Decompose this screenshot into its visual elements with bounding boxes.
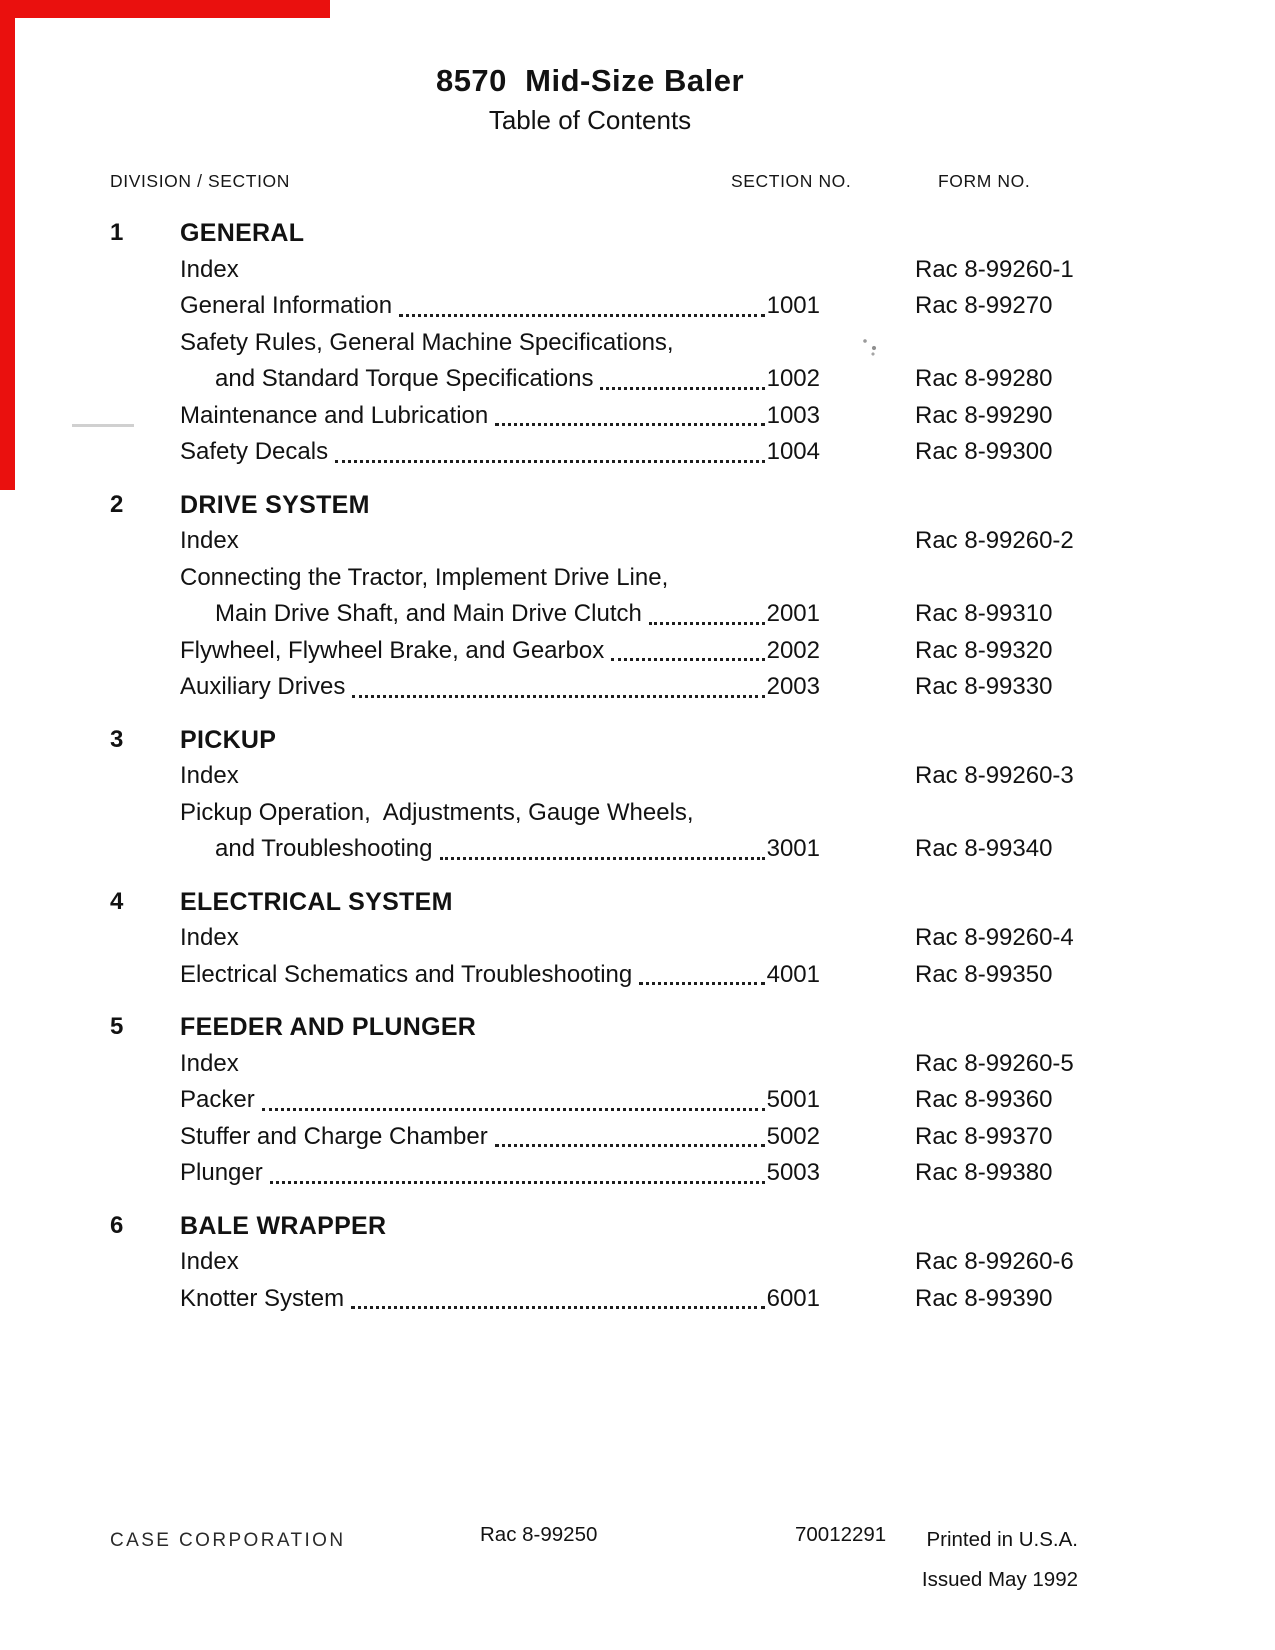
entry-indent-spacer xyxy=(110,1082,180,1119)
entry-form-number: Rac 8-99340 xyxy=(915,835,1053,862)
leader-dots xyxy=(600,387,764,390)
toc-entry-row xyxy=(110,1046,1100,1083)
entry-form-number: Rac 8-99260-6 xyxy=(915,1248,1074,1275)
entry-label: Packer xyxy=(180,1086,255,1113)
division-heading xyxy=(110,1009,1100,1046)
entry-indent-spacer xyxy=(110,1244,180,1281)
page-title: 8570 Mid-Size Baler xyxy=(435,63,745,98)
entry-main xyxy=(180,1119,820,1156)
toc-entry-row xyxy=(110,1281,1100,1318)
entry-label: Safety Decals xyxy=(180,438,329,465)
entry-main xyxy=(180,1155,820,1192)
toc-entry-row xyxy=(110,1155,1100,1192)
toc-entry-row xyxy=(110,288,1100,325)
entry-form-number: Rac 8-99360 xyxy=(915,1086,1053,1113)
entry-section-number: 5003 xyxy=(766,1159,820,1186)
entry-label: Connecting the Tractor, Implement Drive Line, xyxy=(180,563,669,591)
division-title: GENERAL xyxy=(180,219,305,247)
entry-label: Stuffer and Charge Chamber xyxy=(180,1122,488,1150)
leader-dots xyxy=(649,622,765,625)
division-block xyxy=(110,1009,1100,1192)
toc-entry-row xyxy=(110,361,1100,398)
entry-main xyxy=(180,288,820,325)
entry-section-number: 5002 xyxy=(766,1122,820,1150)
toc-entry-row xyxy=(110,560,1100,597)
division-block xyxy=(110,884,1100,994)
footer-printed-in: Printed in U.S.A. xyxy=(926,1528,1078,1551)
entry-indent-spacer xyxy=(110,957,180,994)
division-title: PICKUP xyxy=(180,725,277,754)
entry-main xyxy=(180,1082,820,1119)
leader-dots xyxy=(495,423,764,426)
entry-indent-spacer xyxy=(110,560,180,597)
toc-entry-row xyxy=(110,831,1100,868)
entry-indent-spacer xyxy=(110,920,180,957)
entry-label: Flywheel, Flywheel Brake, and Gearbox xyxy=(180,636,605,664)
entry-form-number: Rac 8-99330 xyxy=(915,673,1053,700)
entry-main xyxy=(180,596,820,633)
leader-dots xyxy=(335,460,765,463)
entry-label: Index xyxy=(180,1049,239,1077)
division-heading xyxy=(110,722,1100,759)
entry-indent-spacer xyxy=(110,795,180,832)
division-number: 2 xyxy=(110,490,124,518)
entry-form-number: Rac 8-99300 xyxy=(915,438,1053,465)
entry-label: Index xyxy=(180,527,239,554)
entry-label: and Standard Torque Specifications xyxy=(215,365,594,392)
red-top-accent-bar xyxy=(0,0,330,18)
entry-section-number: 3001 xyxy=(766,835,820,862)
entry-indent-spacer xyxy=(110,325,180,362)
entry-indent-spacer xyxy=(110,1046,180,1083)
entry-form-number: Rac 8-99320 xyxy=(915,636,1053,664)
entry-form-number: Rac 8-99260-1 xyxy=(915,255,1074,283)
entry-form-number: Rac 8-99260-2 xyxy=(915,527,1074,554)
entry-main xyxy=(180,758,820,795)
page-subtitle: Table of Contents xyxy=(488,105,692,135)
scan-artifact-speckles xyxy=(862,338,878,356)
entry-section-number: 1004 xyxy=(766,438,820,465)
leader-dots xyxy=(639,982,764,985)
table-of-contents xyxy=(110,215,1100,1333)
entry-main xyxy=(180,560,820,597)
entry-label: Index xyxy=(180,924,239,951)
leader-dots xyxy=(262,1108,765,1111)
entry-indent-spacer xyxy=(110,596,180,633)
entry-label: Plunger xyxy=(180,1159,263,1186)
entry-main xyxy=(180,398,820,435)
entry-section-number: 2002 xyxy=(766,636,820,664)
entry-indent-spacer xyxy=(110,1155,180,1192)
division-number: 1 xyxy=(110,219,124,246)
entry-label: Auxiliary Drives xyxy=(180,673,346,700)
document-header xyxy=(0,60,1180,138)
entry-section-number: 1003 xyxy=(766,401,820,429)
division-block xyxy=(110,1208,1100,1318)
footer-issued-date: Issued May 1992 xyxy=(921,1568,1078,1591)
entry-indent-spacer xyxy=(110,523,180,560)
column-header-form-no: FORM NO. xyxy=(938,171,1031,191)
entry-section-number: 1001 xyxy=(766,292,820,319)
entry-main xyxy=(180,633,820,670)
entry-form-number: Rac 8-99280 xyxy=(915,365,1053,392)
entry-section-number: 2003 xyxy=(766,673,820,700)
entry-indent-spacer xyxy=(110,669,180,706)
toc-entry-row xyxy=(110,1244,1100,1281)
division-heading xyxy=(110,1208,1100,1245)
entry-indent-spacer xyxy=(110,633,180,670)
toc-entry-row xyxy=(110,957,1100,994)
toc-entry-row xyxy=(110,398,1100,435)
entry-form-number: Rac 8-99260-5 xyxy=(915,1049,1074,1077)
leader-dots xyxy=(399,314,765,317)
entry-label: Electrical Schematics and Troubleshooting xyxy=(180,960,633,988)
entry-main xyxy=(180,957,820,994)
column-header-division-section: DIVISION / SECTION xyxy=(110,171,290,191)
toc-entry-row xyxy=(110,434,1100,471)
column-header-section-no: SECTION NO. xyxy=(731,171,852,191)
entry-main xyxy=(180,434,820,471)
entry-main xyxy=(180,252,820,289)
entry-indent-spacer xyxy=(110,1281,180,1318)
toc-entry-row xyxy=(110,596,1100,633)
entry-label: Index xyxy=(180,255,239,283)
division-title: ELECTRICAL SYSTEM xyxy=(180,887,453,916)
entry-main xyxy=(180,920,820,957)
entry-form-number: Rac 8-99270 xyxy=(915,292,1053,319)
entry-main xyxy=(180,1046,820,1083)
leader-dots xyxy=(611,658,764,661)
footer-form-number: Rac 8-99250 xyxy=(480,1523,598,1546)
footer-publication-number: 70012291 xyxy=(795,1523,887,1546)
leader-dots xyxy=(352,695,764,698)
division-title: FEEDER AND PLUNGER xyxy=(180,1013,477,1041)
entry-label: Pickup Operation, Adjustments, Gauge Wheels, xyxy=(180,798,694,826)
toc-entry-row xyxy=(110,795,1100,832)
division-number: 4 xyxy=(110,887,124,915)
entry-section-number: 1002 xyxy=(766,365,820,392)
division-title: DRIVE SYSTEM xyxy=(180,490,370,519)
entry-main xyxy=(180,669,820,706)
entry-indent-spacer xyxy=(110,1119,180,1156)
division-block xyxy=(110,487,1100,706)
entry-label: Index xyxy=(180,1248,239,1275)
entry-form-number: Rac 8-99390 xyxy=(915,1284,1053,1312)
division-heading xyxy=(110,215,1100,252)
division-heading xyxy=(110,884,1100,921)
entry-main xyxy=(180,523,820,560)
division-heading xyxy=(110,487,1100,524)
entry-indent-spacer xyxy=(110,252,180,289)
entry-indent-spacer xyxy=(110,434,180,471)
entry-label: Index xyxy=(180,762,239,789)
entry-section-number: 6001 xyxy=(766,1284,820,1312)
toc-entry-row xyxy=(110,920,1100,957)
toc-entry-row xyxy=(110,523,1100,560)
toc-entry-row xyxy=(110,758,1100,795)
leader-dots xyxy=(495,1144,765,1147)
entry-indent-spacer xyxy=(110,361,180,398)
entry-section-number: 5001 xyxy=(766,1086,820,1113)
entry-indent-spacer xyxy=(110,398,180,435)
entry-main xyxy=(180,1244,820,1281)
entry-main xyxy=(180,361,820,398)
entry-main xyxy=(180,795,820,832)
entry-main xyxy=(180,831,820,868)
entry-section-number: 4001 xyxy=(766,960,820,988)
entry-form-number: Rac 8-99370 xyxy=(915,1122,1053,1150)
entry-form-number: Rac 8-99310 xyxy=(915,600,1053,627)
entry-form-number: Rac 8-99290 xyxy=(915,401,1053,429)
toc-entry-row xyxy=(110,633,1100,670)
entry-indent-spacer xyxy=(110,288,180,325)
entry-form-number: Rac 8-99350 xyxy=(915,960,1053,988)
division-number: 3 xyxy=(110,725,124,753)
entry-form-number: Rac 8-99260-3 xyxy=(915,762,1074,789)
leader-dots xyxy=(270,1181,765,1184)
entry-label: Maintenance and Lubrication xyxy=(180,401,489,429)
toc-entry-row xyxy=(110,1082,1100,1119)
toc-entry-row xyxy=(110,252,1100,289)
entry-label: Safety Rules, General Machine Specifications, xyxy=(180,328,674,356)
division-number: 6 xyxy=(110,1211,124,1239)
toc-entry-row xyxy=(110,669,1100,706)
entry-main xyxy=(180,1281,820,1318)
footer-company: CASE CORPORATION xyxy=(110,1530,346,1551)
division-block xyxy=(110,722,1100,868)
entry-indent-spacer xyxy=(110,831,180,868)
scan-artifact-dash xyxy=(72,424,134,427)
division-block xyxy=(110,215,1100,471)
toc-entry-row xyxy=(110,1119,1100,1156)
entry-indent-spacer xyxy=(110,758,180,795)
entry-label: Main Drive Shaft, and Main Drive Clutch xyxy=(215,600,642,627)
division-title: BALE WRAPPER xyxy=(180,1211,387,1240)
entry-label: Knotter System xyxy=(180,1284,345,1312)
entry-main xyxy=(180,325,820,362)
entry-form-number: Rac 8-99260-4 xyxy=(915,924,1074,951)
entry-section-number: 2001 xyxy=(766,600,820,627)
division-number: 5 xyxy=(110,1013,124,1040)
entry-label: and Troubleshooting xyxy=(215,835,433,862)
leader-dots xyxy=(440,857,765,860)
footer-print-info xyxy=(922,1520,1078,1600)
entry-label: General Information xyxy=(180,292,393,319)
entry-form-number: Rac 8-99380 xyxy=(915,1159,1053,1186)
toc-entry-row xyxy=(110,325,1100,362)
leader-dots xyxy=(351,1306,765,1309)
